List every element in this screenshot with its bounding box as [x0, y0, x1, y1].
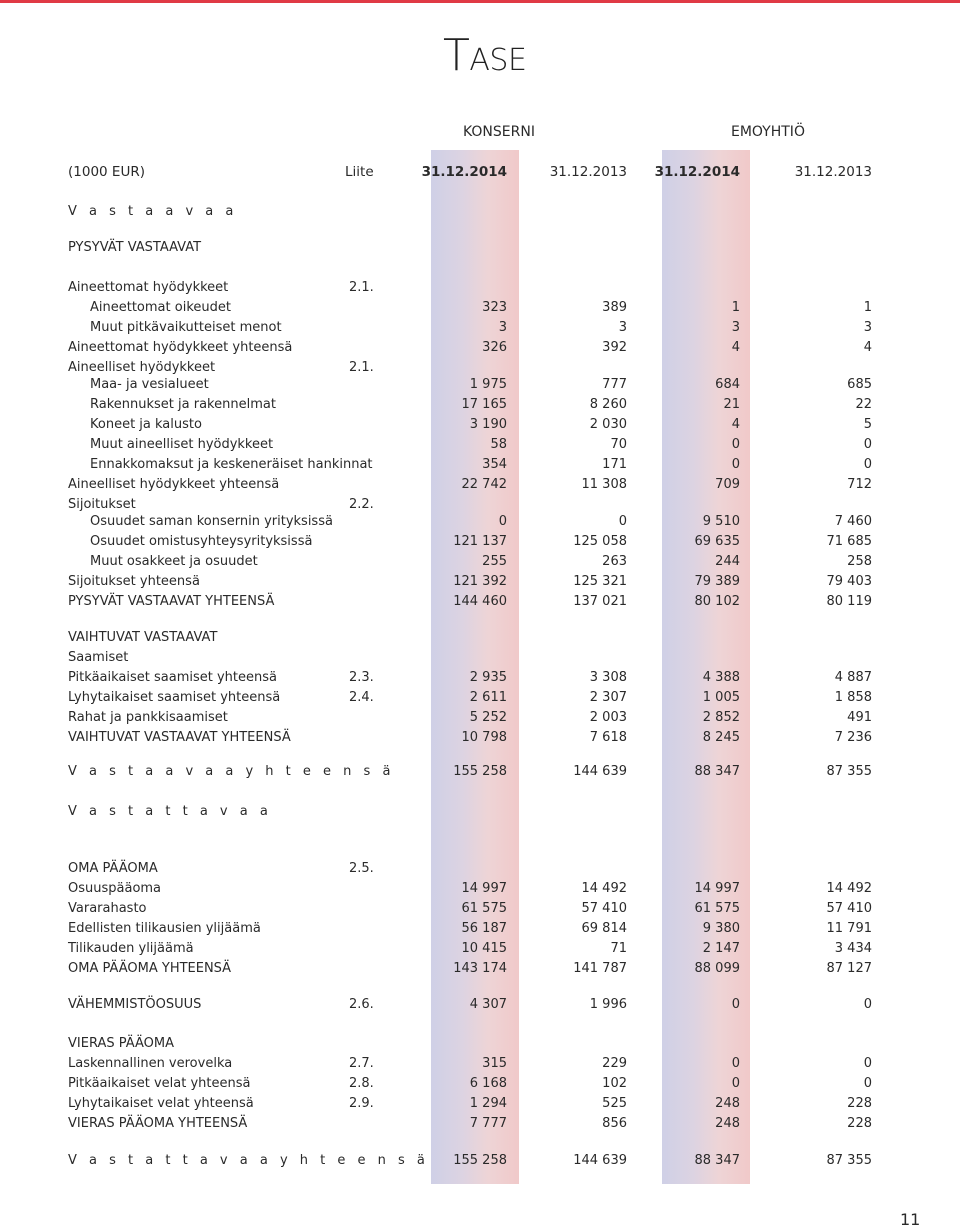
row-value: 143 174 — [453, 961, 507, 976]
row-label: Ennakkomaksut ja keskeneräiset hankinnat — [90, 457, 373, 472]
table-row — [0, 592, 960, 612]
row-value: 144 639 — [573, 764, 627, 779]
row-label: Aineettomat oikeudet — [90, 300, 231, 315]
table-row — [0, 668, 960, 688]
row-value: 392 — [602, 340, 627, 355]
table-row — [0, 995, 960, 1015]
table-row — [0, 202, 960, 222]
row-label: VIERAS PÄÄOMA — [68, 1036, 174, 1051]
table-row — [0, 475, 960, 495]
table-row — [0, 648, 960, 668]
table-row — [0, 395, 960, 415]
row-value: 121 392 — [453, 574, 507, 589]
table-row — [0, 859, 960, 879]
row-value: 0 — [863, 1076, 872, 1091]
table-row — [0, 802, 960, 822]
row-value: 4 887 — [834, 670, 872, 685]
row-label: PYSYVÄT VASTAAVAT — [68, 240, 202, 255]
row-note: 2.1. — [349, 280, 374, 295]
row-value: 248 — [715, 1116, 740, 1131]
row-value: 228 — [847, 1096, 872, 1111]
row-label: Rakennukset ja rakennelmat — [90, 397, 276, 412]
table-row — [0, 572, 960, 592]
table-row — [0, 455, 960, 475]
table-row — [0, 1074, 960, 1094]
table-row — [0, 338, 960, 358]
row-value: 10 798 — [461, 730, 507, 745]
row-value: 228 — [847, 1116, 872, 1131]
row-label: Laskennallinen verovelka — [68, 1056, 233, 1071]
row-value: 1 294 — [469, 1096, 507, 1111]
row-value: 7 618 — [589, 730, 627, 745]
table-row — [0, 278, 960, 298]
row-value: 1 — [731, 300, 740, 315]
row-value: 248 — [715, 1096, 740, 1111]
row-value: 57 410 — [826, 901, 872, 916]
row-value: 3 — [498, 320, 507, 335]
row-label: Muut aineelliset hyödykkeet — [90, 437, 274, 452]
table-row — [0, 318, 960, 338]
row-label: Osuudet omistusyhteysyrityksissä — [90, 534, 313, 549]
row-value: 14 997 — [461, 881, 507, 896]
row-label: Rahat ja pankkisaamiset — [68, 710, 228, 725]
table-row — [0, 435, 960, 455]
row-value: 121 137 — [453, 534, 507, 549]
row-value: 17 165 — [461, 397, 507, 412]
table-row — [0, 1054, 960, 1074]
row-value: 9 380 — [702, 921, 740, 936]
table-row — [0, 959, 960, 979]
row-value: 137 021 — [573, 594, 627, 609]
table-row — [0, 1114, 960, 1134]
row-value: 141 787 — [573, 961, 627, 976]
row-label: V a s t a t t a v a a y h t e e n s ä — [68, 1153, 429, 1168]
row-value: 709 — [715, 477, 740, 492]
row-label: V a s t a a v a a — [68, 204, 238, 219]
row-value: 144 460 — [453, 594, 507, 609]
table-row — [0, 919, 960, 939]
row-value: 88 347 — [694, 1153, 740, 1168]
row-value: 7 777 — [469, 1116, 507, 1131]
konserni-header: KONSERNI — [463, 124, 535, 140]
row-note: 2.3. — [349, 670, 374, 685]
row-value: 2 611 — [469, 690, 507, 705]
row-label: Maa- ja vesialueet — [90, 377, 209, 392]
row-note: 2.9. — [349, 1096, 374, 1111]
top-rule — [0, 0, 960, 3]
row-value: 79 403 — [826, 574, 872, 589]
row-value: 155 258 — [453, 764, 507, 779]
row-value: 155 258 — [453, 1153, 507, 1168]
row-value: 712 — [847, 477, 872, 492]
row-label: Pitkäaikaiset saamiset yhteensä — [68, 670, 277, 685]
row-value: 14 997 — [694, 881, 740, 896]
row-value: 1 858 — [834, 690, 872, 705]
row-value: 102 — [602, 1076, 627, 1091]
row-value: 3 — [863, 320, 872, 335]
row-label: Koneet ja kalusto — [90, 417, 202, 432]
row-label: OMA PÄÄOMA YHTEENSÄ — [68, 961, 232, 976]
row-value: 0 — [731, 997, 740, 1012]
row-value: 2 003 — [589, 710, 627, 725]
row-value: 21 — [723, 397, 740, 412]
row-value: 2 147 — [702, 941, 740, 956]
liite-header: Liite — [345, 164, 374, 180]
table-row — [0, 1151, 960, 1171]
row-value: 79 389 — [694, 574, 740, 589]
row-value: 0 — [731, 437, 740, 452]
row-value: 255 — [482, 554, 507, 569]
row-value: 326 — [482, 340, 507, 355]
row-value: 1 975 — [469, 377, 507, 392]
row-value: 0 — [863, 457, 872, 472]
row-value: 88 347 — [694, 764, 740, 779]
row-label: VAIHTUVAT VASTAAVAT YHTEENSÄ — [68, 730, 291, 745]
row-value: 61 575 — [461, 901, 507, 916]
row-value: 684 — [715, 377, 740, 392]
table-row — [0, 1094, 960, 1114]
row-label: V a s t a a v a a y h t e e n s ä — [68, 764, 395, 779]
table-row — [0, 512, 960, 532]
row-value: 315 — [482, 1056, 507, 1071]
row-value: 144 639 — [573, 1153, 627, 1168]
table-row — [0, 415, 960, 435]
row-value: 491 — [847, 710, 872, 725]
row-label: Osuudet saman konsernin yrityksissä — [90, 514, 333, 529]
table-row — [0, 532, 960, 552]
row-note: 2.8. — [349, 1076, 374, 1091]
emoyhtio-header: EMOYHTIÖ — [731, 124, 805, 140]
row-value: 685 — [847, 377, 872, 392]
row-label: Tilikauden ylijäämä — [68, 941, 194, 956]
row-value: 229 — [602, 1056, 627, 1071]
row-note: 2.7. — [349, 1056, 374, 1071]
row-value: 2 935 — [469, 670, 507, 685]
row-value: 10 415 — [461, 941, 507, 956]
table-row — [0, 375, 960, 395]
row-value: 856 — [602, 1116, 627, 1131]
row-value: 87 355 — [826, 1153, 872, 1168]
row-value: 4 388 — [702, 670, 740, 685]
row-label: Aineettomat hyödykkeet yhteensä — [68, 340, 293, 355]
row-value: 2 307 — [589, 690, 627, 705]
unit-label: (1000 EUR) — [68, 164, 145, 180]
row-value: 1 005 — [702, 690, 740, 705]
page-title: TASE — [443, 30, 527, 81]
row-label: Sijoitukset — [68, 497, 136, 512]
table-row — [0, 879, 960, 899]
row-label: VÄHEMMISTÖOSUUS — [68, 997, 202, 1012]
row-value: 61 575 — [694, 901, 740, 916]
row-value: 3 434 — [834, 941, 872, 956]
row-value: 71 — [610, 941, 627, 956]
row-value: 0 — [498, 514, 507, 529]
row-value: 3 — [618, 320, 627, 335]
row-value: 5 252 — [469, 710, 507, 725]
row-value: 0 — [863, 437, 872, 452]
row-label: Lyhytaikaiset velat yhteensä — [68, 1096, 254, 1111]
table-row — [0, 762, 960, 782]
table-row — [0, 708, 960, 728]
row-value: 4 — [731, 417, 740, 432]
row-value: 80 102 — [694, 594, 740, 609]
table-row — [0, 298, 960, 318]
row-value: 0 — [731, 457, 740, 472]
row-value: 263 — [602, 554, 627, 569]
row-label: Edellisten tilikausien ylijäämä — [68, 921, 261, 936]
row-label: Aineelliset hyödykkeet yhteensä — [68, 477, 280, 492]
row-label: Sijoitukset yhteensä — [68, 574, 200, 589]
row-label: Vararahasto — [68, 901, 147, 916]
row-value: 4 307 — [469, 997, 507, 1012]
row-value: 525 — [602, 1096, 627, 1111]
row-value: 71 685 — [826, 534, 872, 549]
page-number: 11 — [900, 1210, 921, 1229]
row-note: 2.5. — [349, 861, 374, 876]
row-value: 7 236 — [834, 730, 872, 745]
row-value: 1 996 — [589, 997, 627, 1012]
col-header-emoyhtio-2014: 31.12.2014 — [654, 164, 740, 180]
row-value: 125 058 — [573, 534, 627, 549]
row-label: OMA PÄÄOMA — [68, 861, 158, 876]
row-value: 8 245 — [702, 730, 740, 745]
row-value: 1 — [863, 300, 872, 315]
row-value: 57 410 — [581, 901, 627, 916]
row-value: 3 — [731, 320, 740, 335]
row-label: V a s t a t t a v a a — [68, 804, 272, 819]
row-value: 5 — [863, 417, 872, 432]
row-value: 69 814 — [581, 921, 627, 936]
row-label: Muut pitkävaikutteiset menot — [90, 320, 282, 335]
row-note: 2.4. — [349, 690, 374, 705]
row-label: Aineelliset hyödykkeet — [68, 360, 216, 375]
row-value: 4 — [731, 340, 740, 355]
row-value: 88 099 — [694, 961, 740, 976]
row-value: 323 — [482, 300, 507, 315]
row-value: 70 — [610, 437, 627, 452]
row-value: 0 — [618, 514, 627, 529]
row-value: 87 355 — [826, 764, 872, 779]
row-value: 11 791 — [826, 921, 872, 936]
row-note: 2.2. — [349, 497, 374, 512]
table-row — [0, 1034, 960, 1054]
row-label: PYSYVÄT VASTAAVAT YHTEENSÄ — [68, 594, 275, 609]
row-value: 58 — [490, 437, 507, 452]
row-value: 14 492 — [581, 881, 627, 896]
row-value: 7 460 — [834, 514, 872, 529]
row-label: Saamiset — [68, 650, 129, 665]
row-note: 2.1. — [349, 360, 374, 375]
row-value: 3 308 — [589, 670, 627, 685]
table-row — [0, 552, 960, 572]
row-value: 2 852 — [702, 710, 740, 725]
row-value: 11 308 — [581, 477, 627, 492]
row-value: 125 321 — [573, 574, 627, 589]
row-label: VIERAS PÄÄOMA YHTEENSÄ — [68, 1116, 248, 1131]
table-row — [0, 688, 960, 708]
row-label: Lyhytaikaiset saamiset yhteensä — [68, 690, 281, 705]
table-row — [0, 238, 960, 258]
row-label: Osuuspääoma — [68, 881, 162, 896]
row-value: 244 — [715, 554, 740, 569]
row-value: 87 127 — [826, 961, 872, 976]
row-value: 6 168 — [469, 1076, 507, 1091]
row-label: Muut osakkeet ja osuudet — [90, 554, 258, 569]
row-label: VAIHTUVAT VASTAAVAT — [68, 630, 218, 645]
row-value: 56 187 — [461, 921, 507, 936]
row-value: 777 — [602, 377, 627, 392]
col-header-konserni-2013: 31.12.2013 — [549, 164, 627, 180]
row-value: 8 260 — [589, 397, 627, 412]
table-row — [0, 899, 960, 919]
row-value: 22 — [855, 397, 872, 412]
table-row — [0, 728, 960, 748]
row-value: 0 — [863, 1056, 872, 1071]
row-value: 22 742 — [461, 477, 507, 492]
row-value: 4 — [863, 340, 872, 355]
row-value: 0 — [731, 1056, 740, 1071]
row-value: 0 — [863, 997, 872, 1012]
row-value: 171 — [602, 457, 627, 472]
row-value: 3 190 — [469, 417, 507, 432]
row-label: Pitkäaikaiset velat yhteensä — [68, 1076, 251, 1091]
col-header-emoyhtio-2013: 31.12.2013 — [794, 164, 872, 180]
table-row — [0, 939, 960, 959]
row-label: Aineettomat hyödykkeet — [68, 280, 229, 295]
row-value: 0 — [731, 1076, 740, 1091]
row-value: 14 492 — [826, 881, 872, 896]
row-note: 2.6. — [349, 997, 374, 1012]
table-row — [0, 628, 960, 648]
row-value: 354 — [482, 457, 507, 472]
row-value: 2 030 — [589, 417, 627, 432]
row-value: 389 — [602, 300, 627, 315]
row-value: 69 635 — [694, 534, 740, 549]
row-value: 9 510 — [702, 514, 740, 529]
row-value: 258 — [847, 554, 872, 569]
col-header-konserni-2014: 31.12.2014 — [421, 164, 507, 180]
row-value: 80 119 — [826, 594, 872, 609]
